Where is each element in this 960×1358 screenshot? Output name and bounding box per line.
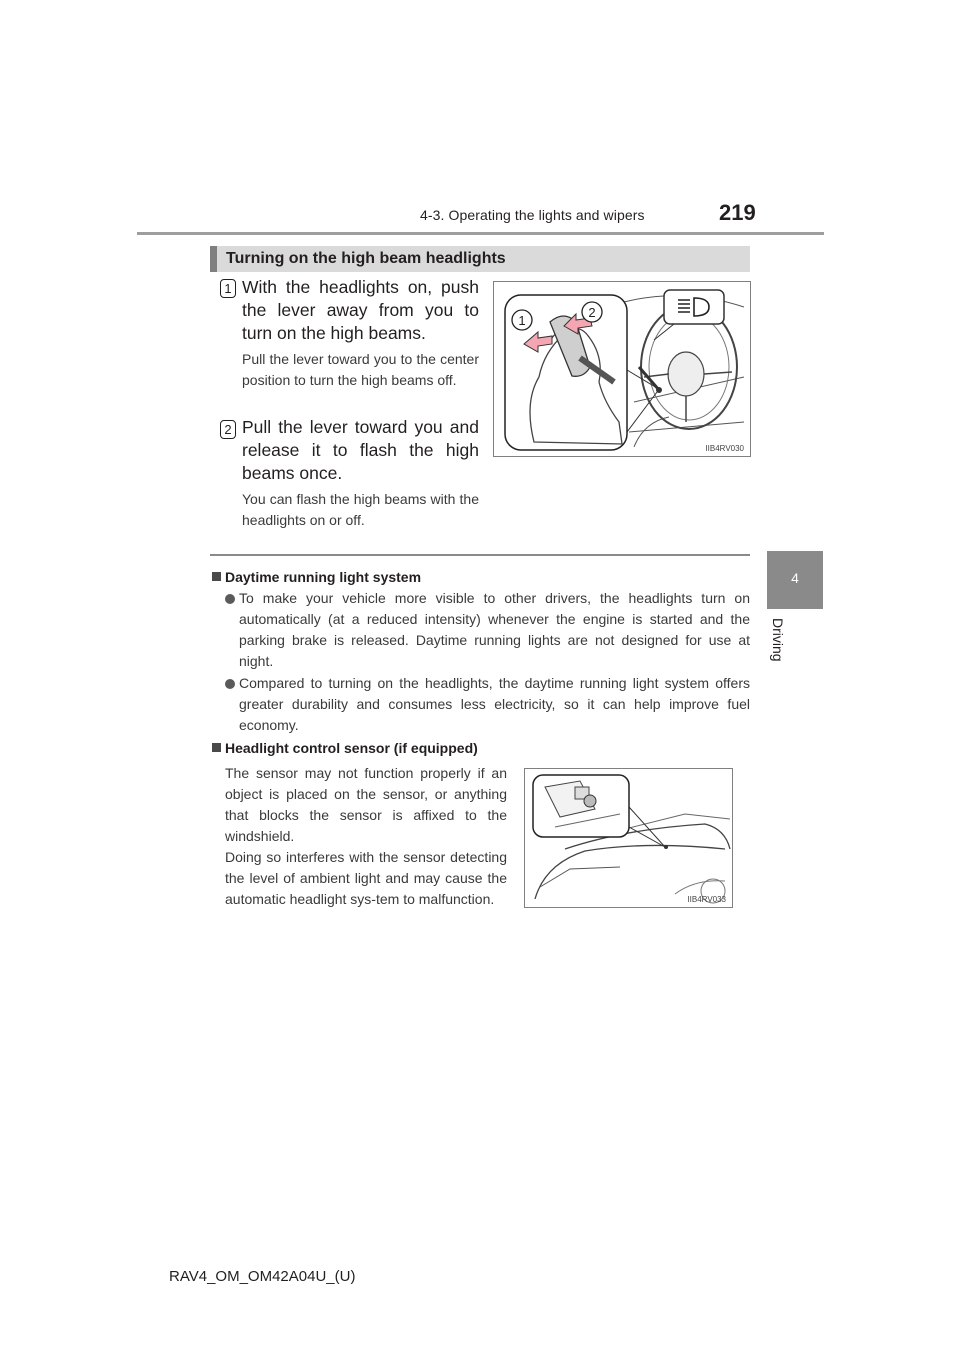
sensor-illustration — [525, 769, 732, 907]
callout-2: 2 — [588, 305, 596, 320]
sensor-heading — [212, 740, 478, 756]
figure-code: IIB4RV030 — [705, 444, 744, 453]
step-2-text: Pull the lever toward you and release it to flash the high beams once. — [242, 417, 479, 483]
sensor-figure — [524, 768, 733, 908]
step-1-number: 1 — [220, 279, 236, 298]
page-number: 219 — [719, 200, 756, 225]
drl-bullet-1: To make your vehicle more visible to other drivers, the headlights turn on automatically (at a reduced intensity) whenever the engine is started and the parking brake is released. Daytime running lights are not designed for use at night. — [239, 590, 750, 669]
step-1-text: With the headlights on, push the lever away from you to turn on the high beams. — [242, 277, 479, 343]
drl-heading — [212, 569, 421, 585]
bullet-dot-icon — [225, 679, 235, 689]
step-1-note: Pull the lever toward you to the center position to turn the high beams off. — [242, 351, 479, 388]
figure-code: IIB4RV033 — [687, 895, 726, 904]
header-rule — [137, 232, 824, 235]
step-2-note: You can flash the high beams with the headlights on or off. — [242, 491, 479, 528]
chapter-number: 4 — [791, 570, 799, 586]
sensor-text: The sensor may not function properly if an object is placed on the sensor, or anything that blocks the sensor is affixed to the windshield. — [225, 765, 507, 844]
bullet-dot-icon — [225, 594, 235, 604]
sensor-text-2: Doing so interferes with the sensor detecting the level of ambient light and may cause the automatic headlight sys-tem to malfunction. — [225, 849, 507, 907]
document-id: RAV4_OM_OM42A04U_(U) — [169, 1268, 356, 1285]
chapter-label-wrap — [772, 618, 786, 678]
high-beam-lever-figure — [493, 281, 751, 457]
section-heading-text: Turning on the high beam headlights — [226, 250, 506, 267]
chapter-label: Driving — [770, 618, 786, 662]
drl-bullet-2: Compared to turning on the headlights, the daytime running light system offers greater durability and consumes less electricity, so it can help improve fuel economy. — [239, 675, 750, 733]
section-heading — [210, 246, 750, 272]
section-divider — [210, 554, 750, 556]
drl-heading-text: Daytime running light system — [225, 569, 422, 585]
callout-1: 1 — [518, 313, 526, 328]
square-bullet-icon — [212, 743, 221, 752]
heading-bar — [210, 246, 217, 272]
section-title: 4-3. Operating the lights and wipers — [420, 207, 645, 223]
lever-illustration — [494, 282, 750, 456]
sensor-heading-text: Headlight control sensor (if equipped) — [225, 740, 478, 756]
step-2-number: 2 — [220, 420, 236, 439]
square-bullet-icon — [212, 572, 221, 581]
